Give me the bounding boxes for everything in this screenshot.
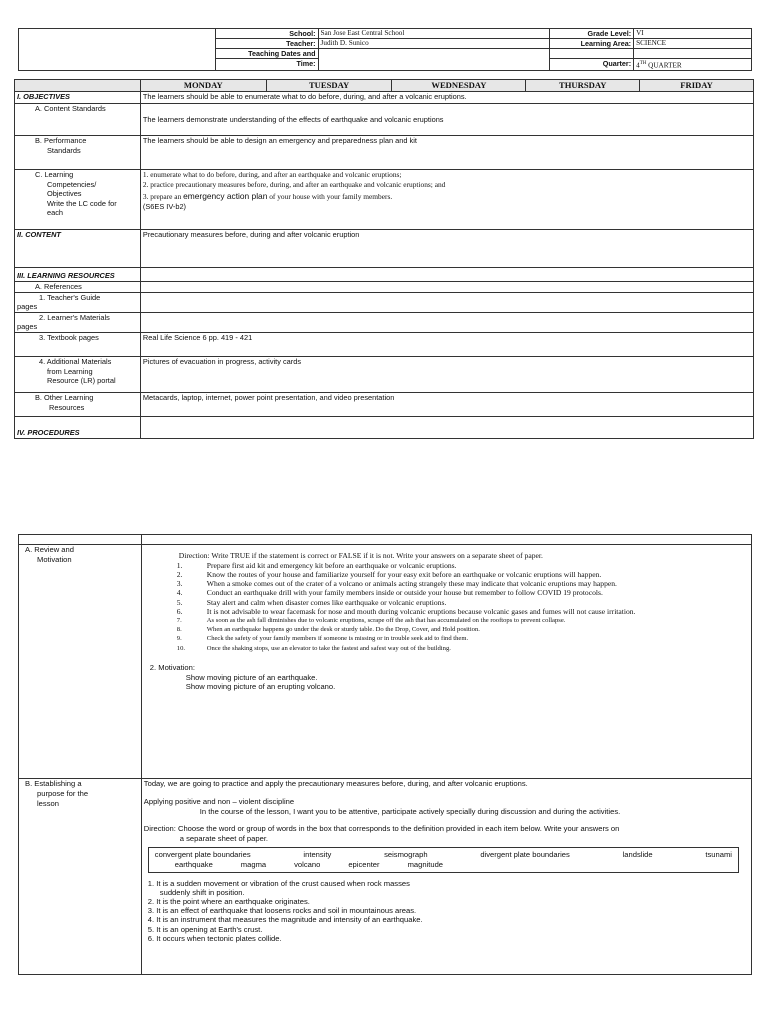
teachers-guide-cell: [140, 292, 753, 312]
word-option: volcano: [294, 859, 321, 869]
definition-item: 2. It is the point where an earthquake originates.: [147, 896, 310, 906]
word-option: magma: [240, 859, 267, 869]
content-standards-text: The learners demonstrate understanding of the effects of earthquake and volcanic eruptions: [140, 104, 753, 136]
review-item: 4. Conduct an earthquake drill with your family members inside or outside your house but remember to follow COVID 19 protocols.: [176, 588, 603, 598]
competencies-label: C. Learning Competencies/ Objectives Write the LC code for each: [15, 170, 141, 230]
additional-materials-label: 4. Additional Materials from Learning Resource (LR) portal: [15, 356, 141, 392]
review-items-list: [144, 561, 749, 653]
grade-label: Grade Level:: [550, 29, 634, 39]
learners-materials-label: 2. Learner's Materials pages: [15, 312, 141, 332]
header-table: [18, 28, 752, 71]
dates-value: [318, 49, 550, 71]
dates-label-1: Teaching Dates and: [215, 49, 318, 59]
procedures-cell: [140, 416, 753, 438]
day-header-tuesday: TUESDAY: [266, 80, 392, 92]
dates-label-2: Time:: [215, 59, 318, 71]
school-value: San Jose East Central School: [318, 29, 550, 39]
definition-item: 4. It is an instrument that measures the magnitude and intensity of an earthquake.: [147, 915, 423, 925]
word-option: intensity: [303, 849, 332, 859]
grade-value: VI: [634, 29, 752, 39]
content-label: II. CONTENT: [15, 230, 141, 268]
word-option: seismograph: [384, 849, 428, 859]
quarter-label: Quarter:: [550, 59, 634, 71]
review-item: 8. When an earthquake happens go under the desk or sturdy table. Do the Drop, Cover, and Hold position.: [176, 626, 480, 634]
purpose-label: B. Establishing a purpose for the lesson: [19, 779, 142, 975]
review-content: [141, 545, 751, 779]
quarter-value: 4TH QUARTER: [634, 59, 752, 71]
competencies-text: 1. enumerate what to do before, during, and after an earthquake and volcanic eruptions; 2. practice precautionary measures before, during, and after an earthquake and volcanic eruptions; and 3. prepare an emergency action plan of your house with your family members. (S6ES IV-b2): [140, 170, 753, 230]
review-item: 7. As soon as the ash fall diminishes due to volcanic eruptions, scrape off the ash that has accumulated on the rooftops to prevent collapse.: [176, 617, 566, 625]
area-label: Learning Area:: [550, 39, 634, 49]
performance-standards-label: B. Performance Standards: [15, 136, 141, 170]
lesson-plan-table: [14, 79, 754, 439]
word-option: earthquake: [174, 859, 213, 869]
objectives-text: The learners should be able to enumerate what to do before, during, and after a volcanic eruptions.: [140, 92, 753, 104]
review-item: 5. Stay alert and calm when disaster comes like earthquake or volcanic eruptions.: [176, 597, 447, 607]
word-option: tsunami: [705, 849, 732, 859]
definition-item: 5. It is an opening at Earth's crust.: [147, 924, 263, 934]
review-item: 1. Prepare first aid kit and emergency kit before an earthquake or volcanic eruptions.: [176, 560, 457, 570]
day-header-monday: MONDAY: [140, 80, 266, 92]
teacher-value: Judith D. Sunico: [318, 39, 550, 49]
blank-label: [550, 49, 634, 59]
textbook-label: 3. Textbook pages: [15, 332, 141, 356]
header-blank: [19, 29, 216, 71]
objectives-label: I. OBJECTIVES: [15, 92, 141, 104]
review-item: 3. When a smoke comes out of the crater of a volcano or animals acting strangely these may indicate that volcanic eruptions may happen.: [176, 579, 617, 589]
area-value: SCIENCE: [634, 39, 752, 49]
other-resources-label: B. Other Learning Resources: [15, 392, 141, 416]
blank-value: [634, 49, 752, 59]
day-header-friday: FRIDAY: [640, 80, 754, 92]
day-header-blank: [15, 80, 141, 92]
review-item: 2. Know the routes of your house and familiarize yourself for your easy exit before an earthquake or volcanic eruptions will happen.: [176, 570, 602, 579]
word-option: magnitude: [407, 859, 444, 869]
review-item: 10. Once the shaking stops, use an elevator to take the fastest and safest way out of the building.: [176, 644, 451, 652]
review-direction: Direction: Write TRUE if the statement is correct or FALSE if it is not. Write your answers on a separate sheet of paper.: [178, 551, 543, 560]
other-resources-text: Metacards, laptop, internet, power point presentation, and video presentation: [140, 392, 753, 416]
textbook-text: Real Life Science 6 pp. 419 - 421: [140, 332, 753, 356]
performance-standards-text: The learners should be able to design an emergency and preparedness plan and kit: [140, 136, 753, 170]
resources-cell: [140, 268, 753, 282]
procedures-table: [18, 534, 752, 975]
definition-item: 1. It is a sudden movement or vibration of the crust caused when rock masses: [147, 878, 410, 888]
word-option: epicenter: [348, 859, 380, 869]
content-text: Precautionary measures before, during and after volcanic eruption: [140, 230, 753, 268]
definition-item: 6. It occurs when tectonic plates collide.: [147, 933, 282, 943]
additional-materials-text: Pictures of evacuation in progress, activity cards: [140, 356, 753, 392]
word-option: convergent plate boundaries: [154, 849, 251, 859]
references-label: A. References: [15, 282, 141, 293]
purpose-content: Today, we are going to practice and apply the precautionary measures before, during, and after volcanic eruptions. Applying positive and non – violent discipline In the course of the lesson, I want you to be attentive, participate actively specially during discussion and during the activities. Direction: Choose the word or group of words in the box that corresponds to the definition provided in each item below. Write your answers on a separate sheet of paper. convergent plate boundaries intensity seismograph divergent plate boundaries landslide tsunami earthquake magma volcano epicenter magnitude 1. It is a sudden movement or vibration of the crust caused when rock masses suddenly shift in position. 2. It is the point where an earthquake originates. 3. It is an effect of earthquake that loosens rocks and soil in mountainous areas. 4. It is an instrument that measures the magnitude and intensity of an earthquake. 5. It is an opening at Earth's crust. 6. It occurs when tectonic plates collide.: [141, 779, 751, 975]
proc-top-blank-content: [141, 535, 751, 545]
review-item: 6. It is not advisable to wear facemask for nose and mouth during volcanic eruptions because volcanic gases and fumes will not cause irritation.: [176, 606, 636, 616]
teacher-label: Teacher:: [215, 39, 318, 49]
teachers-guide-label: 1. Teacher's Guide pages: [15, 292, 141, 312]
review-item: 9. Check the safety of your family members if someone is missing or in trouble seek aid to find them.: [176, 635, 469, 643]
references-cell: [140, 282, 753, 293]
day-header-thursday: THURSDAY: [526, 80, 640, 92]
definition-item: suddenly shift in position.: [159, 887, 245, 897]
word-option: divergent plate boundaries: [480, 849, 570, 859]
content-standards-label: A. Content Standards: [15, 104, 141, 136]
day-header-wednesday: WEDNESDAY: [392, 80, 526, 92]
proc-top-blank-label: [19, 535, 142, 545]
resources-label: III. LEARNING RESOURCES: [15, 268, 141, 282]
review-label: A. Review and Motivation: [19, 545, 142, 779]
motivation-block: 2. Motivation: Show moving picture of an earthquake. Show moving picture of an erupting volcano.: [149, 662, 336, 692]
procedures-label: IV. PROCEDURES: [15, 416, 141, 438]
definitions-list: [144, 879, 749, 943]
definition-item: 3. It is an effect of earthquake that loosens rocks and soil in mountainous areas.: [147, 906, 417, 916]
learners-materials-cell: [140, 312, 753, 332]
word-option: landslide: [622, 849, 653, 859]
school-label: School:: [215, 29, 318, 39]
word-box: [148, 847, 739, 873]
